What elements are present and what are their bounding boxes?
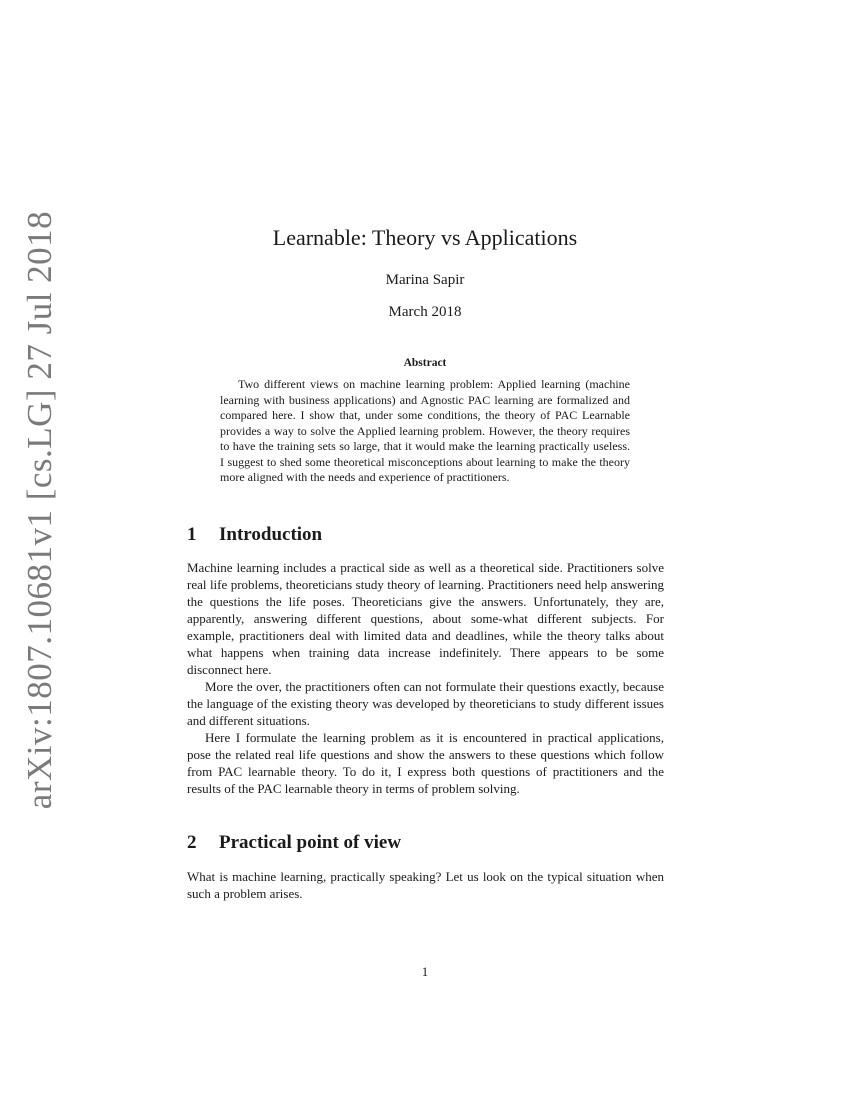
paper-title: Learnable: Theory vs Applications xyxy=(272,225,578,250)
paragraph: What is machine learning, practically speaking? Let us look on the typical situation when such a problem arises. xyxy=(187,869,664,901)
introduction-body xyxy=(187,559,664,797)
section-heading-introduction xyxy=(187,524,322,546)
paragraph: Here I formulate the learning problem as it is encountered in practical applications, pose the related real life questions and show the answers to these questions which follow from PAC learnable theory. To do it, I express both questions of practitioners and the results of the PAC learnable theory in terms of problem solving. xyxy=(187,730,664,796)
paragraph: More the over, the practitioners often can not formulate their questions exactly, because the language of the existing theory was developed by theoreticians to study different issues and different situations. xyxy=(187,679,664,728)
arxiv-identifier-stamp: arXiv:1807.10681v1 [cs.LG] 27 Jul 2018 xyxy=(20,210,59,810)
page-number: 1 xyxy=(421,964,429,979)
paper-date: March 2018 xyxy=(388,304,462,320)
section-number: 1 xyxy=(187,524,197,545)
section-number: 2 xyxy=(187,832,197,853)
section-heading-practical-point-of-view xyxy=(187,832,401,854)
paper-author: Marina Sapir xyxy=(385,272,465,288)
section-title: Practical point of view xyxy=(219,832,402,853)
abstract-text: Two different views on machine learning problem: Applied learning (machine learning with business applications) and Agnostic PAC learning are formalized and compared here. I show that, under some conditions, the theory of PAC Learnable provides a way to solve the Applied learning problem. However, the theory requires to have the training sets so large, that it would make the learning practically useless. I suggest to shed some theoretical misconceptions about learning to make the theory more aligned with the needs and experience of practitioners. xyxy=(220,377,630,484)
practical-point-of-view-body xyxy=(187,868,664,902)
section-title: Introduction xyxy=(219,524,323,545)
paragraph: Machine learning includes a practical side as well as a theoretical side. Practitioners solve real life problems, theoreticians study theory of learning. Practitioners need help answering the questions the life poses. Theoreticians give the answers. Unfortunately, they are, apparently, answering different questions, about some-what different subjects. For example, practitioners deal with limited data and deadlines, while the theory talks about what happens when training data increase indefinitely. There appears to be some disconnect here. xyxy=(187,560,664,677)
abstract-heading: Abstract xyxy=(403,357,447,369)
